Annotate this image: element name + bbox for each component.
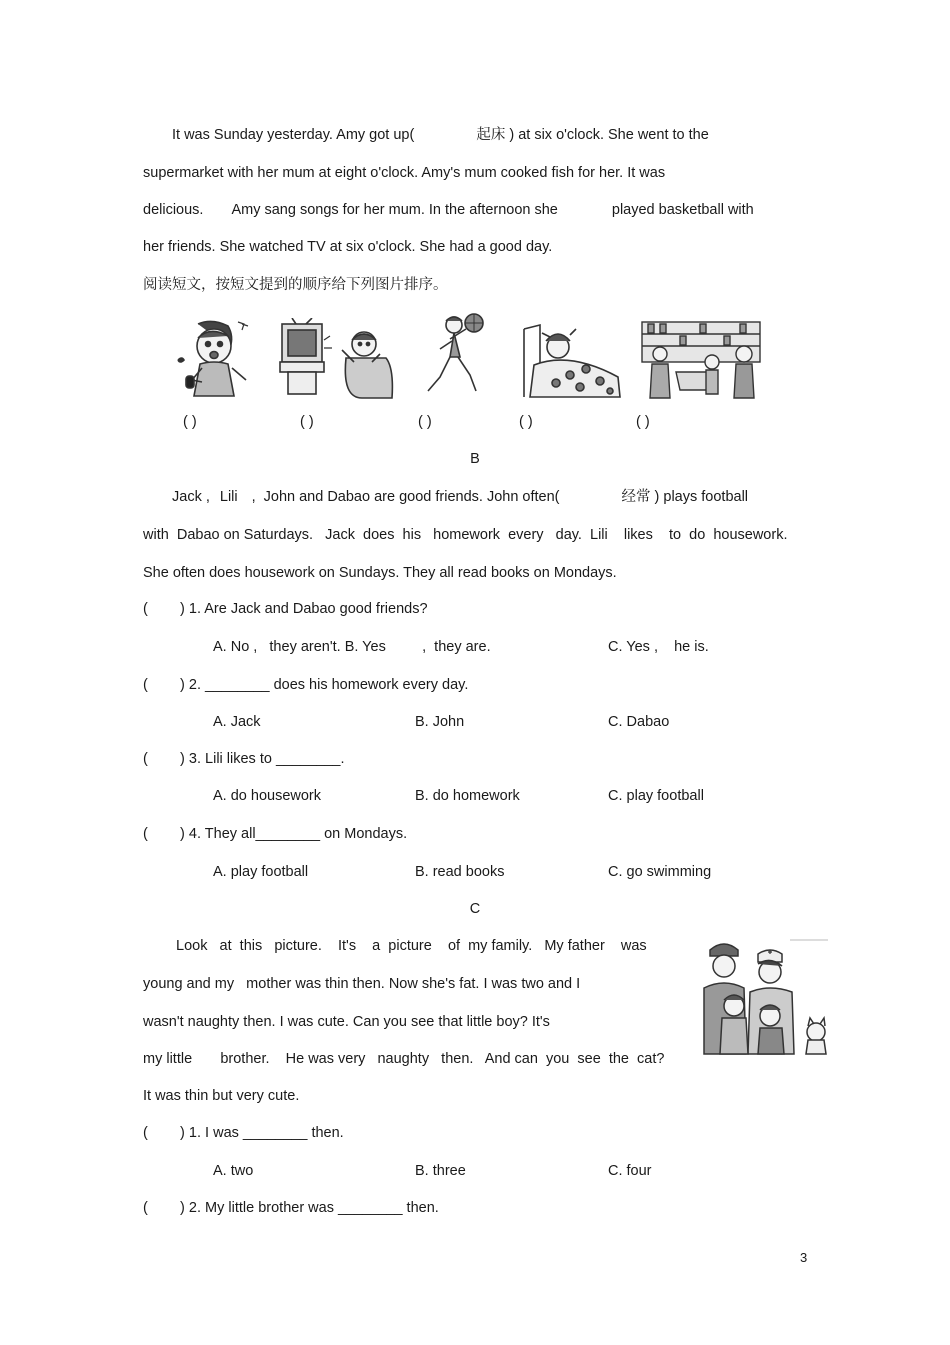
b-question-1[interactable]: ( ) 1. Are Jack and Dabao good friends? [143,601,428,617]
picture-3-answer-blank[interactable]: ( ) [418,414,432,430]
passage-a-text: 起床 ) at six o'clock. She went to the [476,127,709,143]
instruction-text: 阅读短文，按短文提到的顺序给下列图片排序。 [143,277,448,293]
c-q1-option-a[interactable]: A. two [213,1163,254,1179]
singing-girl-picture [172,316,256,400]
passage-a-text: played basketball with [611,202,754,218]
c-q1-option-b[interactable]: B. three [415,1163,466,1179]
picture-5-answer-blank[interactable]: ( ) [636,414,650,430]
passage-c-line-2: young and my mother was thin then. Now she's fat. I was two and I [143,976,581,992]
passage-c-line-1: Look at this picture. It's a picture of my family. My father was [176,938,647,954]
b-q2-option-b[interactable]: B. John [415,714,465,730]
passage-a-line-1 [172,126,709,144]
passage-b-line-2: with Dabao on Saturdays. Jack does his homework every day. Lili likes to do housework. [143,527,788,543]
picture-4-answer-blank[interactable]: ( ) [519,414,533,430]
passage-a-line-4: her friends. She watched TV at six o'clock. She had a good day. [143,239,553,255]
c-question-1[interactable]: ( ) 1. I was ________ then. [143,1125,344,1141]
c-q1-option-c[interactable]: C. four [608,1163,652,1179]
b-q3-option-a[interactable]: A. do housework [213,788,322,804]
passage-a-text: delicious. [143,202,204,218]
passage-a-text: Amy sang songs for her mum. In the afternoon she [231,202,558,218]
picture-1-answer-blank[interactable]: ( ) [183,414,197,430]
b-q1-option-a-b[interactable]: A. No , they aren't. B. Yes , they are. [213,639,491,655]
b-question-4[interactable]: ( ) 4. They all________ on Mondays. [143,826,408,842]
section-b-heading: B [470,451,480,467]
b-q2-option-c[interactable]: C. Dabao [608,714,670,730]
passage-b-text: Lili [219,489,238,505]
c-question-2[interactable]: ( ) 2. My little brother was ________ then. [143,1200,439,1216]
passage-b-line-3: She often does housework on Sundays. They all read books on Mondays. [143,565,617,581]
picture-2-answer-blank[interactable]: ( ) [300,414,314,430]
girl-playing-basketball-picture [420,311,486,397]
passage-b-text: John and Dabao are good friends. John often( [263,489,560,505]
passage-c-line-3: wasn't naughty then. I was cute. Can you see that little boy? It's [143,1014,550,1030]
passage-a-line-3 [143,201,754,219]
passage-a-line-2: supermarket with her mum at eight o'clock. Amy's mum cooked fish for her. It was [143,165,666,181]
b-q4-option-c[interactable]: C. go swimming [608,864,712,880]
b-q2-option-a[interactable]: A. Jack [213,714,261,730]
page-number: 3 [800,1250,808,1265]
b-q3-option-b[interactable]: B. do homework [415,788,520,804]
b-q1-option-c[interactable]: C. Yes , he is. [608,639,709,655]
passage-c-line-4: my little brother. He was very naughty then. And can you see the cat? [143,1051,665,1067]
girl-watching-tv-picture [276,318,396,400]
passage-b-line-1 [172,488,748,506]
passage-b-text: Jack , [172,489,210,505]
passage-c-line-5: It was thin but very cute. [143,1088,300,1104]
b-q3-option-c[interactable]: C. play football [608,788,704,804]
section-c-heading: C [469,901,481,917]
family-at-supermarket-picture [640,318,762,400]
b-question-3[interactable]: ( ) 3. Lili likes to ________. [143,751,345,767]
b-question-2[interactable]: ( ) 2. ________ does his homework every day. [143,677,469,693]
passage-b-text: , [251,489,256,505]
b-q4-option-b[interactable]: B. read books [415,864,505,880]
b-q4-option-a[interactable]: A. play football [213,864,309,880]
girl-in-bed-picture [520,319,622,399]
passage-a-text: It was Sunday yesterday. Amy got up( [172,127,415,143]
family-photo-picture [702,938,830,1056]
passage-b-text: 经常 ) plays football [621,489,749,505]
